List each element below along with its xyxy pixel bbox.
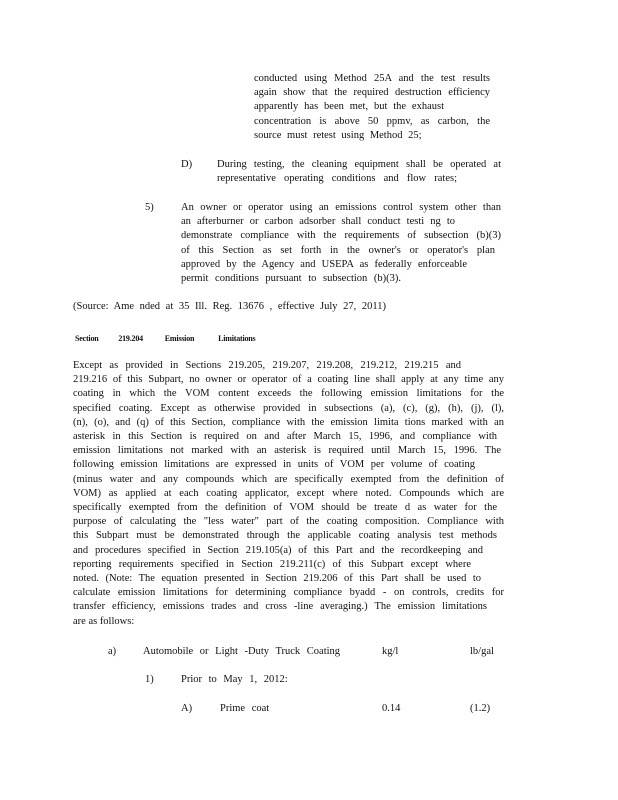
text-line: permit conditions pursuant to subsection (b)(3). [181,273,402,285]
text-line: calculate emission limitations for determining compliance byadd - on controls, credits for [73,587,504,599]
text-line: (n), (o), and (q) of this Section, compliance with the emission limita tions marked with an [73,416,504,428]
subsection-a1-marker: 1) [145,674,154,685]
subsection-a1a-label: Prime coat [220,703,270,714]
prime-coat-kg-per-liter: 0.14 [382,703,401,714]
text-line: concentration is above 50 ppmv, as carbon, the [254,115,490,127]
text-line: conducted using Method 25A and the test results [254,73,490,84]
text-line: transfer efficiency, emissions trades and cross -line averaging.) The emission limitations [73,601,487,613]
text-line: of this Section as set forth in the owner's or operator's plan [181,244,495,256]
section-number: 219.204 [118,334,143,343]
prime-coat-lb-per-gallon: (1.2) [470,703,491,714]
subsection-a-marker: a) [108,646,117,657]
text-line: An owner or operator using an emissions control system other than [181,202,501,213]
subsection-a-label: Automobile or Light -Duty Truck Coating [143,646,341,657]
section-label: Section [75,334,99,343]
text-line: noted. (Note: The equation presented in Section 219.206 of this Part shall be used to [73,573,481,585]
text-line: Except as provided in Sections 219.205, 219.207, 219.208, 219.212, 219.215 and [73,360,461,371]
section-title-word-1: Emission [164,334,195,343]
text-line: coating in which the VOM content exceeds the following emission limitations for the [73,388,504,400]
text-line: emission limitations not marked with an asterisk is required until March 15, 1996. The [73,445,501,457]
subsection-d-text [217,158,501,186]
source-note: (Source: Ame nded at 35 Ill. Reg. 13676 , effective July 27, 2011) [73,301,387,312]
text-line: apparently has been met, but the exhaust [254,101,444,113]
text-line: 219.216 of this Subpart, no owner or operator of a coating line shall apply at any time any [73,374,504,386]
text-line: an afterburner or carbon adsorber shall conduct testi ng to [181,216,455,228]
text-line: source must retest using Method 25; [254,129,422,141]
section-title-word-2: Limitations [218,334,256,343]
subsection-5-text [181,201,501,286]
unit-kg-per-liter: kg/l [382,646,399,657]
text-line: During testing, the cleaning equipment shall be operated at [217,159,501,170]
text-line: representative operating conditions and flow rates; [217,173,457,185]
text-line: demonstrate compliance with the requirements of subsection (b)(3) [181,230,501,242]
section-heading [75,332,255,346]
text-line: and procedures specified in Section 219.105(a) of this Part and the recordkeeping and [73,544,483,556]
text-line: VOM) as applied at each coating applicator, except where noted. Compounds which are [73,487,504,499]
subsection-d-marker: D) [181,159,193,170]
text-line: reporting requirements specified in Section 219.211(c) of this Subpart except where [73,558,471,570]
text-line: purpose of calculating the "less water" part of the coating composition. Compliance with [73,516,504,528]
text-line: specifically exempted from the definition of VOM should be treate d as water for the [73,502,497,514]
text-line: approved by the Agency and USEPA as federally enforceable [181,258,467,270]
subsection-a1a-marker: A) [181,703,193,714]
subsection-c-continuation [254,72,490,143]
subsection-a1-label: Prior to May 1, 2012: [181,674,288,685]
text-line: are as follows: [73,615,135,627]
text-line: this Subpart must be demonstrated through the applicable coating analysis test methods [73,530,497,542]
subsection-5-marker: 5) [145,202,154,213]
text-line: following emission limitations are expressed in units of VOM per volume of coating [73,459,475,471]
text-line: (minus water and any compounds which are specifically exempted from the definition of [73,473,504,485]
text-line: specified coating. Except as otherwise provided in subsections (a), (c), (g), (h), (j), (l), [73,402,504,414]
text-line: again show that the required destruction efficiency [254,87,490,99]
text-line: asterisk in this Section is required on and after March 15, 1996, and compliance with [73,431,497,443]
unit-lb-per-gallon: lb/gal [470,646,494,657]
body-paragraph [73,359,504,629]
